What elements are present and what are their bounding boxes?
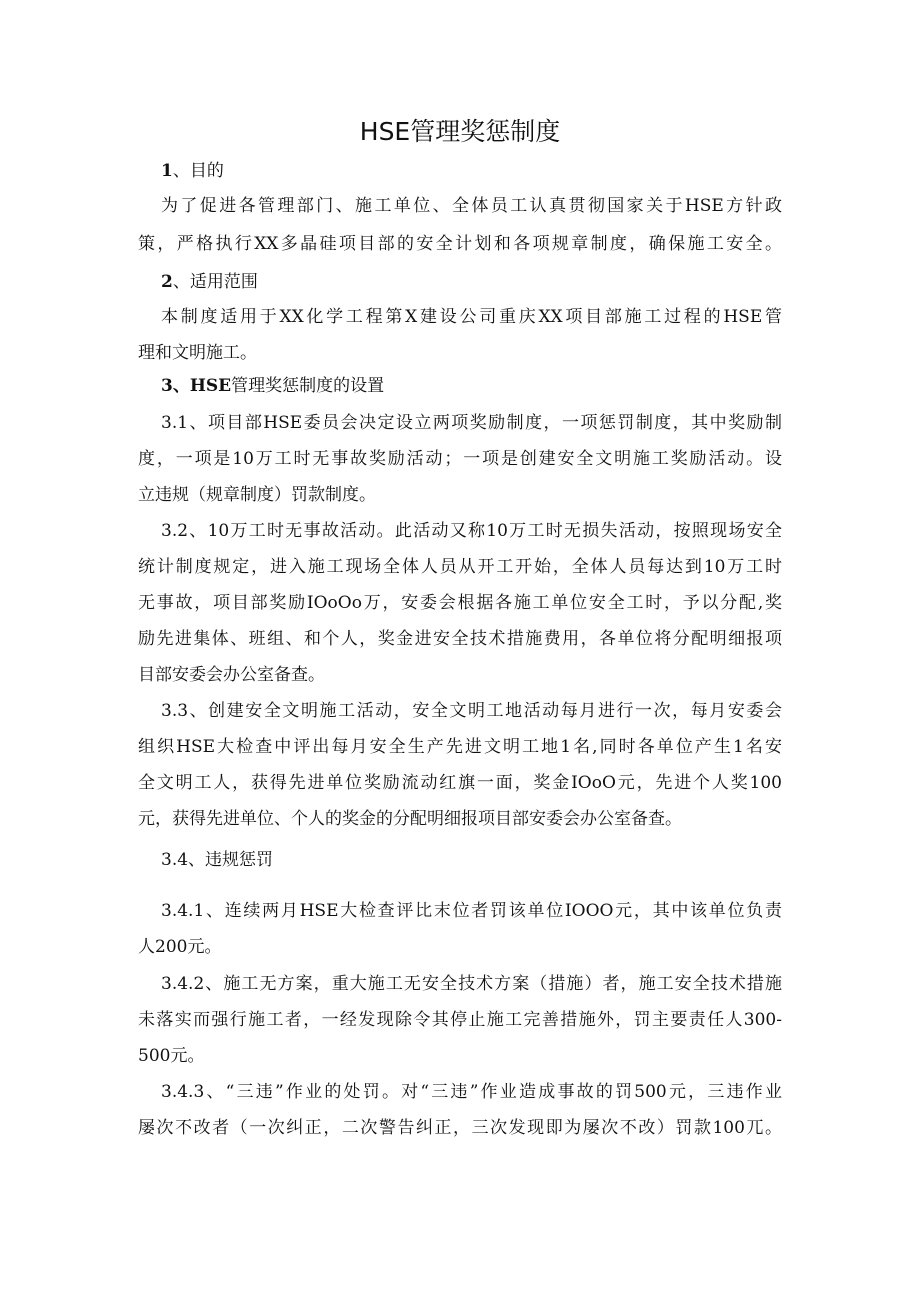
- para-3-4-2-line-2: 未落实而强行施工者，一经发现除令其停止施工完善措施外，罚主要责任人300-: [138, 1010, 782, 1030]
- para-3-3-line-1: 3.3、创建安全文明施工活动，安全文明工地活动每月进行一次，每月安委会: [161, 701, 782, 721]
- section-2-line-1: 本制度适用于XX化学工程第X建设公司重庆XX项目部施工过程的HSE管: [161, 307, 782, 327]
- section-1-heading: [161, 159, 224, 183]
- section-2-number: 2: [161, 272, 173, 292]
- para-3-4-1-line-1: 3.4.1、连续两月HSE大检查评比末位者罚该单位IOOO元，其中该单位负责: [161, 901, 782, 921]
- para-3-2-line-5: 目部安委会办公室备查。: [138, 665, 325, 685]
- section-3-heading-text: 管理奖惩制度的设置: [231, 376, 385, 396]
- para-3-4-heading: 3.4、违规惩罚: [161, 850, 274, 870]
- section-1-heading-text: 、目的: [172, 161, 224, 181]
- section-1-line-2: 策，严格执行XX多晶硅项目部的安全计划和各项规章制度，确保施工安全。: [138, 234, 782, 254]
- para-3-2-line-3: 无事故，项目部奖励IOoOo万，安委会根据各施工单位安全工时，予以分配,奖: [138, 593, 782, 613]
- section-3-heading: [161, 374, 384, 398]
- para-3-4-3-line-1: 3.4.3、“三违”作业的处罚。对“三违”作业造成事故的罚500元，三违作业: [161, 1082, 782, 1102]
- section-1-number: 1: [161, 161, 173, 181]
- section-1-line-1: 为了促进各管理部门、施工单位、全体员工认真贯彻国家关于HSE方针政: [161, 196, 782, 216]
- para-3-1-line-3: 立违规（规章制度）罚款制度。: [138, 485, 376, 505]
- para-3-2-line-1: 3.2、10万工时无事故活动。此活动又称10万工时无损失活动，按照现场安全: [161, 521, 782, 541]
- para-3-3-line-2: 组织HSE大检查中评出每月安全生产先进文明工地1名,同时各单位产生1名安: [138, 737, 782, 757]
- section-2-line-2: 理和文明施工。: [138, 343, 257, 363]
- para-3-4-1-line-2: 人200元。: [138, 937, 222, 957]
- document-title: HSE管理奖惩制度: [359, 117, 561, 146]
- para-3-1-line-2: 度，一项是10万工时无事故奖励活动；一项是创建安全文明施工奖励活动。设: [138, 449, 782, 469]
- section-3-number: 3: [161, 376, 173, 396]
- para-3-3-line-3: 全文明工人，获得先进单位奖励流动红旗一面，奖金IOoO元，先进个人奖100: [138, 773, 782, 793]
- para-3-4-3-line-2: 屡次不改者（一次纠正，二次警告纠正，三次发现即为屡次不改）罚款100兀。: [138, 1118, 782, 1138]
- para-3-2-line-4: 励先进集体、班组、和个人，奖金进安全技术措施费用，各单位将分配明细报项: [138, 629, 782, 649]
- section-2-heading: [161, 270, 258, 294]
- para-3-2-line-2: 统计制度规定，进入施工现场全体人员从开工开始，全体人员每达到10万工时: [138, 557, 782, 577]
- para-3-3-line-4: 元，获得先进单位、个人的奖金的分配明细报项目部安委会办公室备查。: [138, 809, 682, 829]
- section-3-heading-bold: 、HSE: [172, 376, 232, 396]
- para-3-1-line-1: 3.1、项目部HSE委员会决定设立两项奖励制度，一项惩罚制度，其中奖励制: [161, 413, 782, 433]
- section-2-heading-text: 、适用范围: [172, 272, 258, 292]
- para-3-4-2-line-3: 500元。: [138, 1046, 205, 1066]
- para-3-4-2-line-1: 3.4.2、施工无方案，重大施工无安全技术方案（措施）者，施工安全技术措施: [161, 974, 782, 994]
